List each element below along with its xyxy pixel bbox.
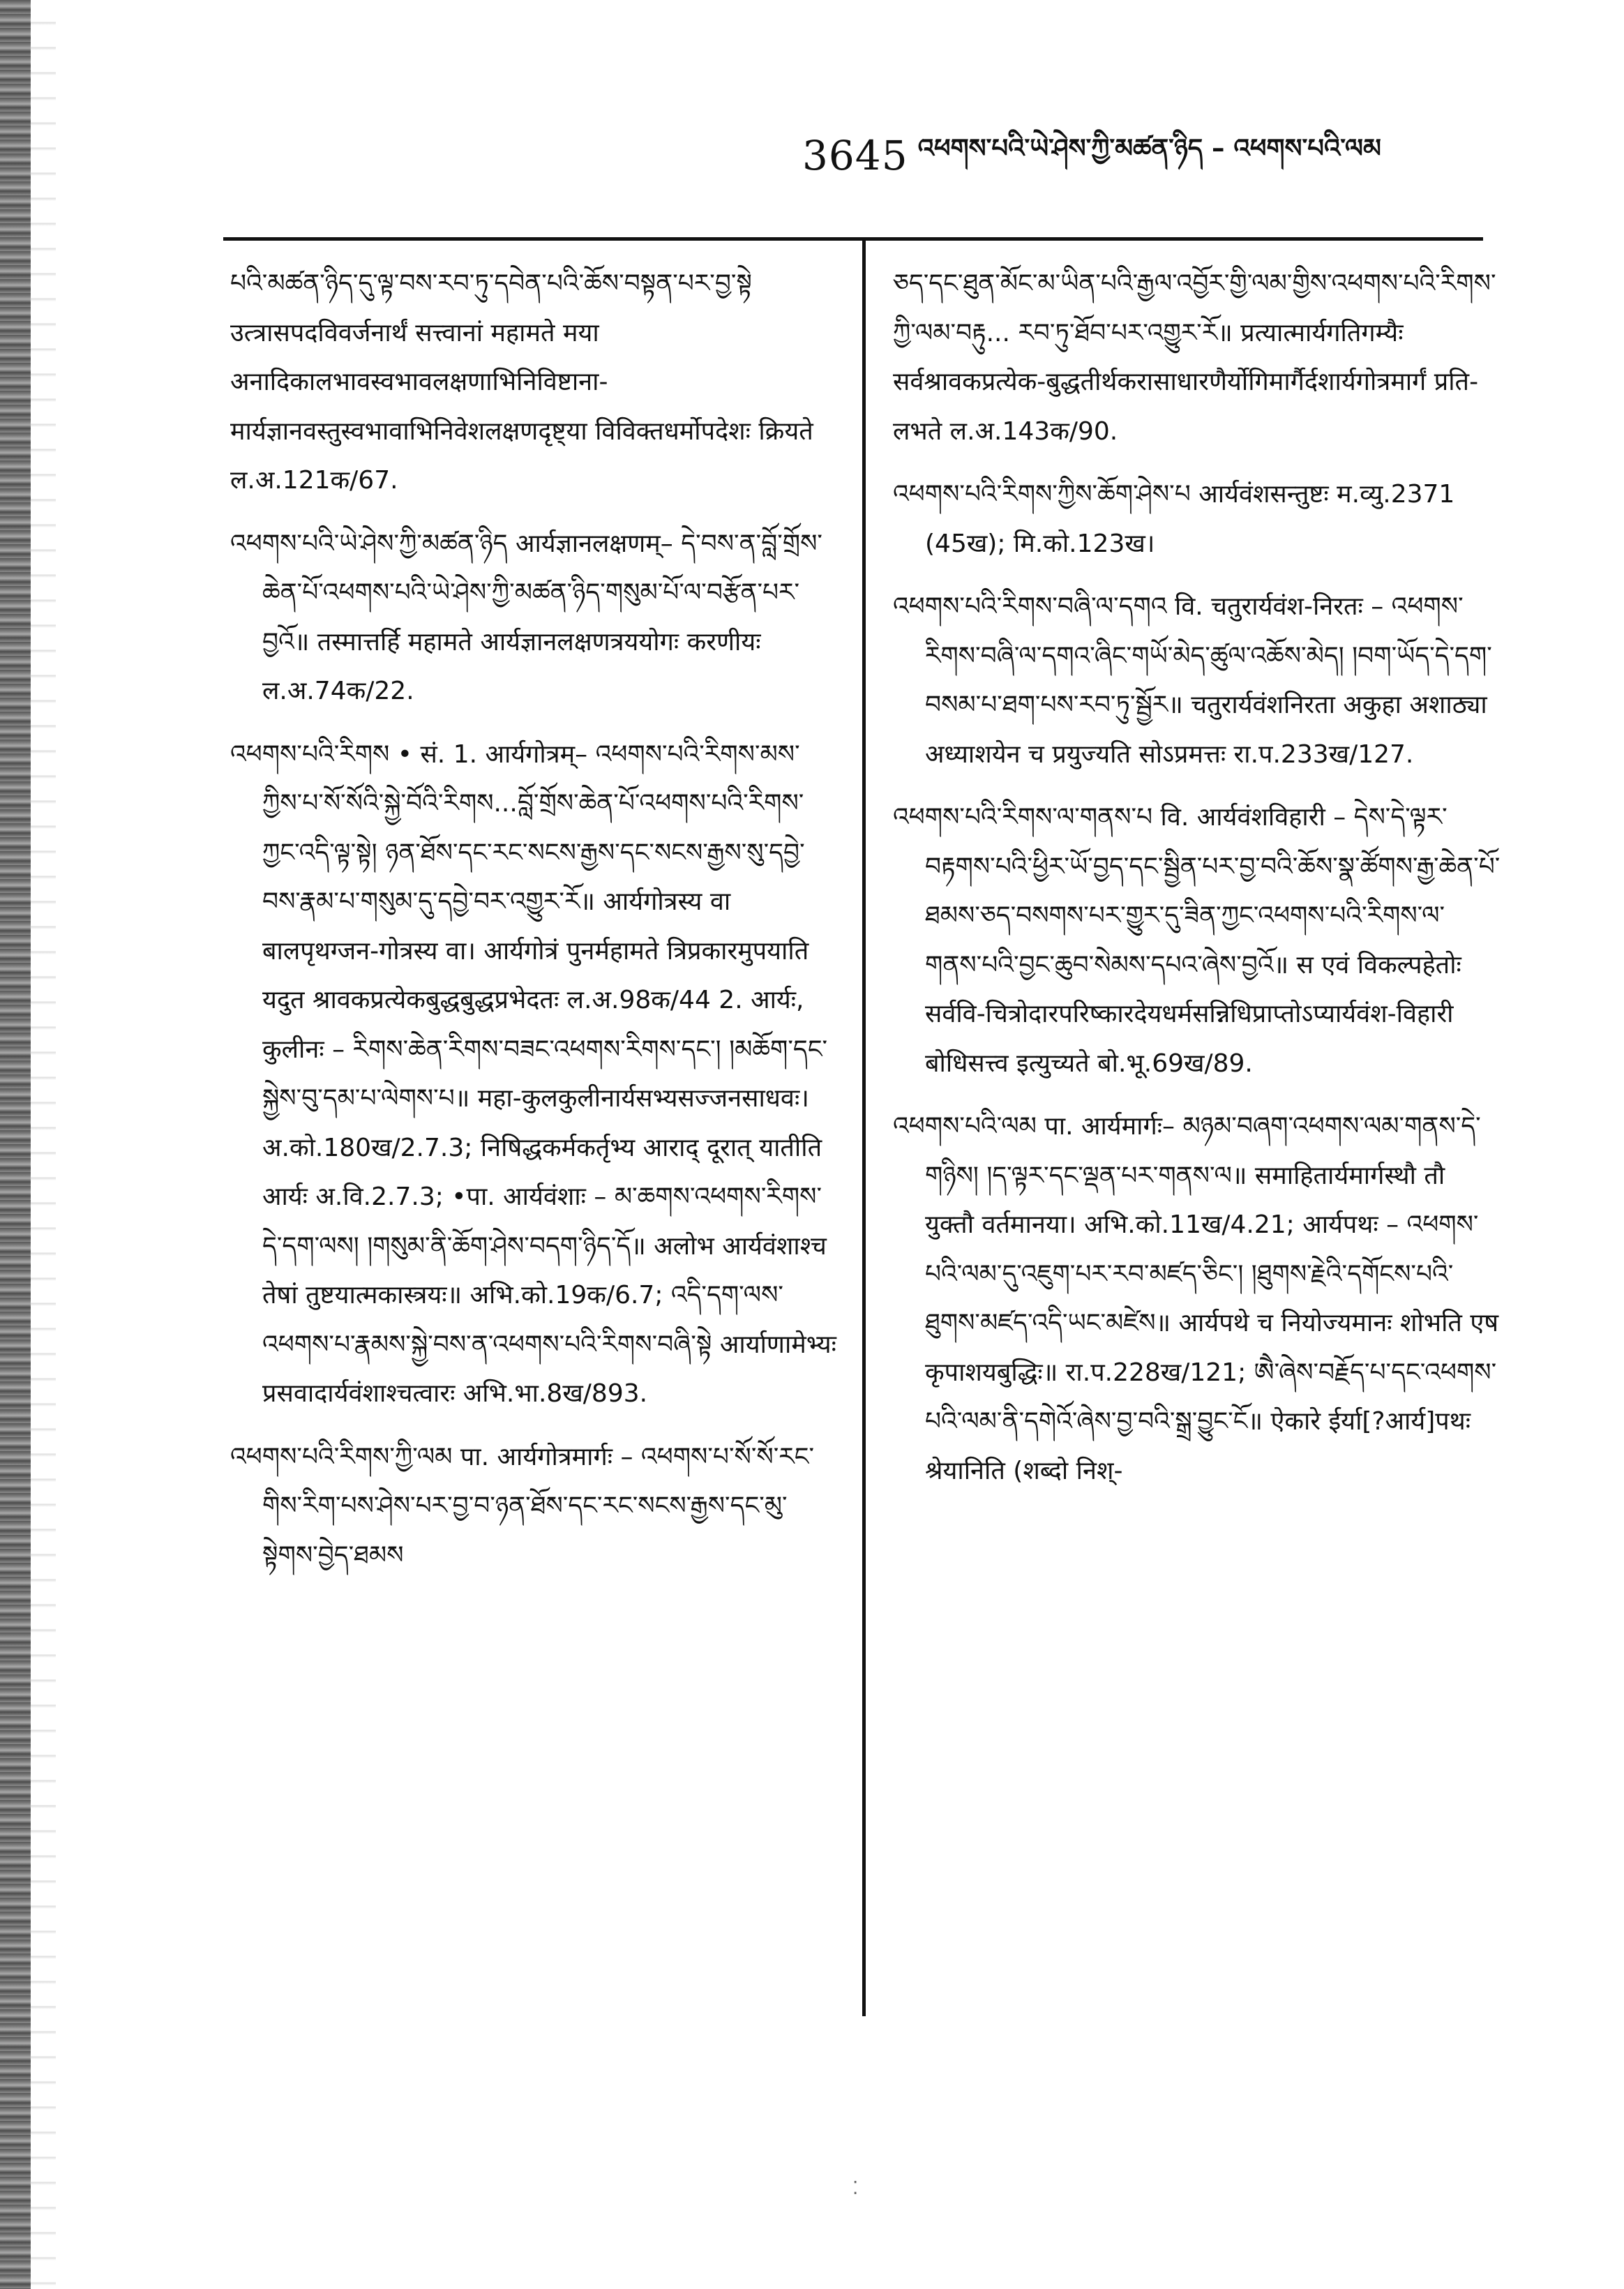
entry-text: འཕགས་པའི་རིགས་ལ་གནས་པ वि. आर्यवंशविहारी – དེས་དེ་ལྟར་བརྟགས་པའི་ཕྱིར་ཡོ་བྱད་དང་སྦྱིན་པར་བྱ་བའི་ཆོས་སྣ་ཚོགས་རྒྱ་ཆེན་པོ་ཐམས་ཅད་བསགས་པར་གྱུར་དུ་ཟིན་ཀྱང་འཕགས་པའི་རིགས་ལ་གནས་པའི་བྱང་ཆུབ་སེམས་དཔའ་ཞེས་བྱའོ॥ स एवं विकल्पहेतोः सर्ववि-चित्रोदारपरिष्कारदेयधर्मसन्निधिप्राप्तोऽप्यार्यवंश-विहारी बोधिसत्त्व इत्युच्यते बो.भू.69ख/89. (893, 803, 1501, 1078)
dictionary-entry (893, 260, 1501, 456)
entry-text: འཕགས་པའི་རིགས • सं. 1. आर्यगोत्रम्– འཕགས་པའི་རིགས་མས་ཀྱིས་པ་སོ་སོའི་སྐྱེ་བོའི་རིགས...བློ་གྲོས་ཆེན་པོ་འཕགས་པའི་རིགས་ཀྱང་འདི་ལྟ་སྟེ། ཉན་ཐོས་དང་རང་སངས་རྒྱས་དང་སངས་རྒྱས་སུ་དབྱེ་བས་རྣམ་པ་གསུམ་དུ་དབྱེ་བར་འགྱུར་རོ॥ आर्यगोत्रस्य वा बालपृथग्जन-गोत्रस्य वा। आर्यगोत्रं पुनर्महामते त्रिप्रकारमुपयाति यदुत श्रावकप्रत्येकबुद्धबुद्धप्रभेदतः ल.अ.98क/44 2. आर्यः, कुलीनः – རིགས་ཆེན་རིགས་བཟང་འཕགས་རིགས་དང་། །མཆོག་དང་སྐྱེས་བུ་དམ་པ་ལེགས་པ॥ महा-कुलकुलीनार्यसभ्यसज्जनसाधवः। अ.को.180ख/2.7.3; निषिद्धकर्मकर्तृभ्य आराद् दूरात् यातीति आर्यः अ.वि.2.7.3; •पा. आर्यवंशाः – མ་ཆགས་འཕགས་རིགས་དེ་དག་ལས། །གསུམ་ནི་ཆོག་ཤེས་བདག་ཉིད་དོ॥ अलोभ आर्यवंशाश्च तेषां तुष्टयात्मकास्त्रयः॥ अभि.को.19क/6.7; འདི་དག་ལས་འཕགས་པ་རྣམས་སྐྱེ་བས་ན་འཕགས་པའི་རིགས་བཞི་སྟེ आर्याणामेभ्यः प्रसवादार्यवंशाश्चत्वारः अभि.भा.8ख/893. (230, 740, 836, 1408)
entry-text: འཕགས་པའི་རིགས་ཀྱིས་ཆོག་ཤེས་པ आर्यवंशसन्तुष्टः म.व्यु.2371 (45ख); मि.को.123ख। (893, 480, 1455, 558)
dictionary-entry (230, 1433, 839, 1581)
header-rule (223, 237, 1483, 241)
page-header (802, 131, 1500, 180)
entry-text: འཕགས་པའི་རིགས་བཞི་ལ་དགའ वि. चतुरार्यवंश-निरतः – འཕགས་རིགས་བཞི་ལ་དགའ་ཞིང་གཡོ་མེད་ཚུལ་འཆོས་མེད། །བག་ཡོད་དེ་དག་བསམ་པ་ཐག་པས་རབ་ཏུ་སྦྱོར॥ चतुरार्यवंशनिरता अकुहा अशाठ्या अध्याशयेन च प्रयुज्यति सोऽप्रमत्तः रा.प.233ख/127. (893, 592, 1492, 769)
dictionary-entry (893, 1102, 1501, 1496)
left-column (230, 260, 839, 1594)
column-divider (862, 241, 866, 2016)
dictionary-entry (893, 583, 1501, 779)
page-number: 3645 (802, 132, 908, 179)
dictionary-entry (230, 260, 839, 506)
dictionary-entry (893, 793, 1501, 1088)
entry-text: པའི་མཚན་ཉིད་དུ་ལྟ་བས་རབ་ཏུ་དབེན་པའི་ཆོས་བསྟན་པར་བྱ་སྟེ उत्त्रासपदविवर्जनार्थं सत्त्वानां महामते मया अनादिकालभावस्वभावलक्षणाभिनिविष्टाना-मार्यज्ञानवस्तुस्वभावाभिनिवेशलक्षणदृष्ट्या विविक्तधर्मोपदेशः क्रियते ल.अ.121क/67. (230, 269, 813, 495)
entry-text: འཕགས་པའི་རིགས་ཀྱི་ལམ पा. आर्यगोत्रमार्गः – འཕགས་པ་སོ་སོ་རང་གིས་རིག་པས་ཤེས་པར་བྱ་བ་ཉན་ཐོས་དང་རང་སངས་རྒྱས་དང་མུ་སྟེགས་བྱེད་ཐམས (230, 1442, 815, 1570)
dictionary-entry (230, 520, 839, 716)
entry-text: འཕགས་པའི་ཡེ་ཤེས་ཀྱི་མཚན་ཉིད आर्यज्ञानलक्षणम्– དེ་བས་ན་བློ་གྲོས་ཆེན་པོ་འཕགས་པའི་ཡེ་ཤེས་ཀྱི་མཚན་ཉིད་གསུམ་པོ་ལ་བརྩོན་པར་བྱའོ॥ तस्मात्तर्हि महामते आर्यज्ञानलक्षणत्रययोगः करणीयः ल.अ.74क/22. (230, 529, 822, 705)
right-column (893, 260, 1501, 1510)
entry-text: འཕགས་པའི་ལམ पा. आर्यमार्गः– མཉམ་བཞག་འཕགས་ལམ་གནས་དེ་གཉིས། །ད་ལྟར་དང་ལྡན་པར་གནས་ལ॥ समाहितार्यमार्गस्थौ तौ युक्तौ वर्तमानया। अभि.को.11ख/4.21; आर्यपथः – འཕགས་པའི་ལམ་དུ་འཇུག་པར་རབ་མཛད་ཅིང་། །ཐུགས་རྗེའི་དགོངས་པའི་ཐུགས་མཛད་འདི་ཡང་མཛེས॥ आर्यपथे च नियोज्यमानः शोभति एष कृपाशयबुद्धिः॥ रा.प.228ख/121; ཨཻ་ཞེས་བརྗོད་པ་དང་འཕགས་པའི་ལམ་ནི་དགེའོ་ཞེས་བྱ་བའི་སྒྲ་བྱུང་ངོ॥ ऐकारे ईर्या[?आर्य]पथः श्रेयानिति (शब्दो निश्- (893, 1112, 1499, 1485)
scan-binding-edge (0, 0, 31, 2289)
scan-binding-shadow (31, 0, 56, 2289)
dictionary-entry (893, 470, 1501, 569)
scan-speck: ⁚ (852, 2178, 859, 2199)
running-head: འཕགས་པའི་ཡེ་ཤེས་ཀྱི་མཚན་ཉིད – འཕགས་པའི་ལམ (917, 133, 1382, 163)
dictionary-entry (230, 730, 839, 1419)
entry-text: ཅད་དང་ཐུན་མོང་མ་ཡིན་པའི་རྒྱལ་འབྱོར་གྱི་ལམ་གྱིས་འཕགས་པའི་རིགས་ཀྱི་ལམ་བརྟུ... རབ་ཏུ་ཐོབ་པར་འགྱུར་རོ॥ प्रत्यात्मार्यगतिगम्यैः सर्वश्रावकप्रत्येक-बुद्धतीर्थकरासाधारणैर्योगिमार्गैर्दशार्यगोत्रमार्गं प्रति-लभते ल.अ.143क/90. (893, 269, 1496, 446)
